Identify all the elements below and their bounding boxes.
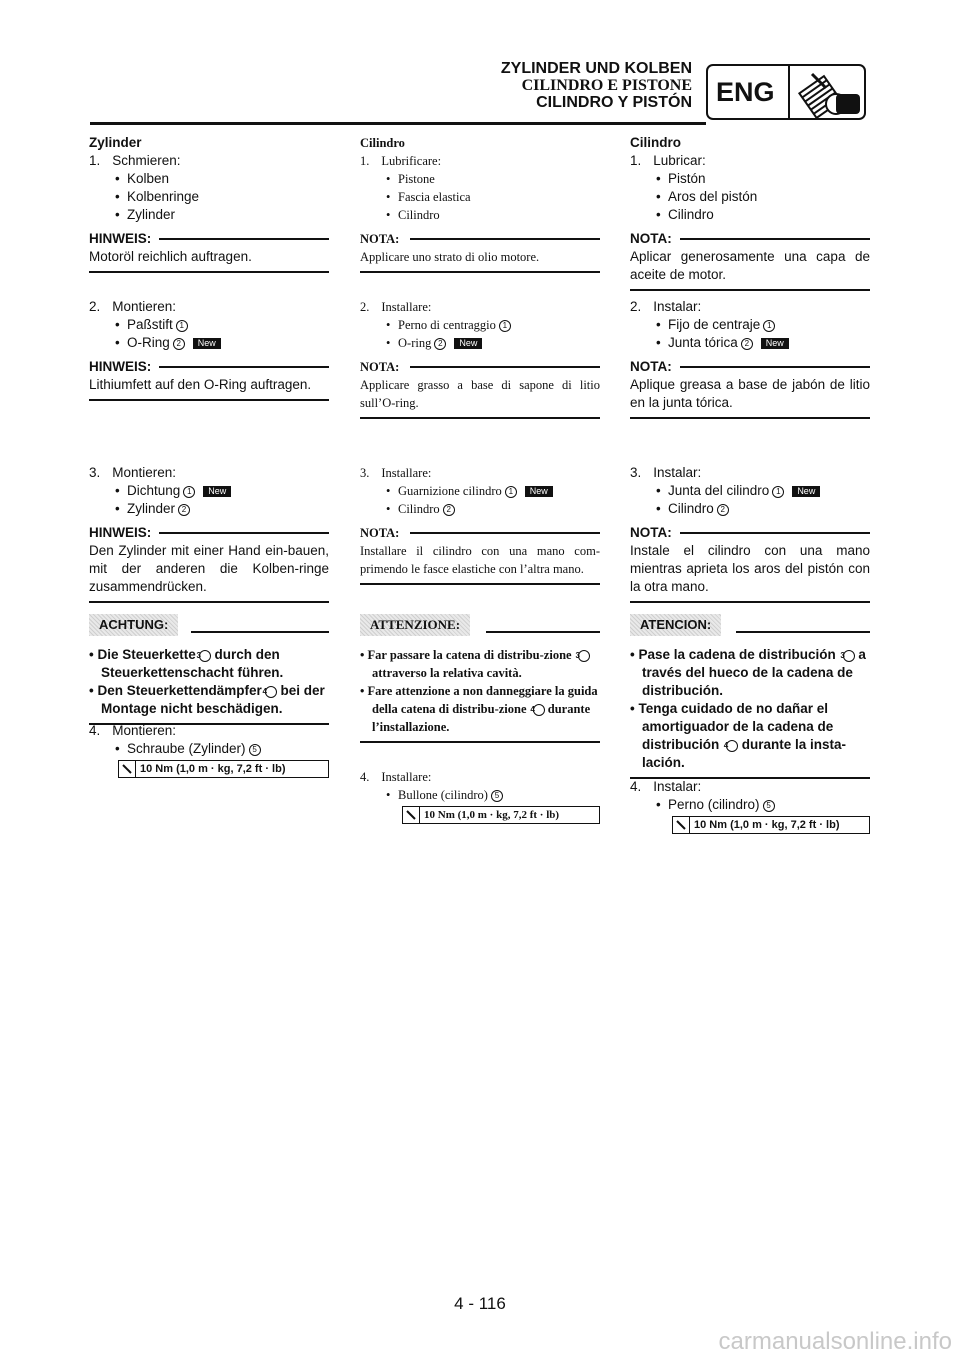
list-item: • Kolbenringe [89, 188, 329, 206]
note-text: Den Zylinder mit einer Hand ein-bauen, mit der anderen die Kolben-ringe zusammendrücken. [89, 543, 329, 594]
step-number: 2. [630, 299, 642, 314]
step-verb: Instalar: [653, 299, 702, 314]
title-es: CILINDRO Y PISTÓN [536, 94, 692, 111]
step-number: 2. [360, 300, 370, 314]
step-number: 3. [89, 465, 101, 480]
list-item: • Cilindro 2 [630, 500, 870, 518]
step-number: 4. [630, 779, 642, 794]
callout-2: 2 [717, 504, 729, 516]
torque-value: 10 Nm (1,0 m · kg, 7,2 ft · lb) [140, 763, 286, 775]
caution-label: ATENCION: [630, 614, 721, 636]
note-text: Aplique greasa a base de jabón de litio en la junta tórica. [630, 377, 870, 410]
list-item: • Cilindro [630, 206, 870, 224]
note-text: Lithiumfett auf den O-Ring auftragen. [89, 377, 312, 392]
title-it: CILINDRO E PISTONE [521, 77, 692, 94]
note-text: Aplicar generosamente una capa de aceite de motor. [630, 249, 870, 282]
callout-2: 2 [178, 504, 190, 516]
callout-5: 5 [249, 744, 261, 756]
torque-spec [672, 816, 870, 834]
note-end-rule [630, 289, 870, 291]
note-end-rule [630, 601, 870, 603]
title-de: ZYLINDER UND KOLBEN [500, 60, 692, 77]
step-number: 3. [630, 465, 642, 480]
note-end-rule [360, 583, 600, 585]
caution-label: ATTENZIONE: [360, 614, 470, 636]
wrench-icon [403, 807, 420, 823]
step-number: 2. [89, 299, 101, 314]
list-item: • Junta tórica 2 New [630, 334, 870, 352]
chapter-badge [706, 64, 866, 120]
callout-2: 2 [741, 338, 753, 350]
note-label: HINWEIS: [89, 231, 152, 246]
list-item: • Kolben [89, 170, 329, 188]
column-heading: Zylinder [89, 135, 142, 150]
watermark: carmanualsonline.info [718, 1328, 952, 1355]
caution-text: • Die Steuerkette3 durch den Steuerkettenschacht führen. • Den Steuerkettendämpfer4 bei der Montage nicht beschädigen. [89, 647, 325, 716]
list-item: • O-ring 2 New [360, 334, 600, 352]
note-end-rule [89, 601, 329, 603]
caution-label: ACHTUNG: [89, 614, 178, 636]
note-end-rule [360, 417, 600, 419]
callout-2: 2 [434, 338, 446, 350]
step-verb: Installare: [381, 466, 432, 480]
step-verb: Montieren: [112, 465, 177, 480]
note-end-rule [630, 417, 870, 419]
callout-1: 1 [763, 320, 775, 332]
new-part-badge: New [761, 338, 789, 349]
list-item: • Bullone (cilindro) 5 [360, 786, 600, 804]
list-item: • Aros del pistón [630, 188, 870, 206]
column-heading: Cilindro [360, 136, 405, 150]
note-text: Motoröl reichlich auftragen. [89, 249, 252, 264]
note-label: NOTA: [360, 526, 400, 540]
section-titles [501, 60, 692, 111]
torque-spec [402, 806, 600, 824]
note-label: HINWEIS: [89, 525, 152, 540]
callout-5: 5 [491, 790, 503, 802]
note-label: NOTA: [360, 360, 400, 374]
torque-spec [118, 760, 329, 778]
callout-5: 5 [763, 800, 775, 812]
note-text: Installare il cilindro con una mano com-primendo le fasce elastiche con l’altra mano. [360, 544, 600, 576]
caution-text: • Far passare la catena di distribu-zione 3 attraverso la relativa cavità. • Fare attenzione a non danneggiare la guida della catena di distribu-zione 4 durante l’installazione. [360, 648, 598, 734]
note-label: NOTA: [630, 231, 672, 246]
new-part-badge: New [193, 338, 221, 349]
callout-1: 1 [176, 320, 188, 332]
step-verb: Lubricar: [653, 153, 706, 168]
caution-end-rule [360, 741, 600, 743]
list-item: • O-Ring 2 New [89, 334, 329, 352]
callout-1: 1 [499, 320, 511, 332]
list-item: • Schraube (Zylinder) 5 [89, 740, 329, 758]
step-verb: Instalar: [653, 779, 702, 794]
step-number: 4. [360, 770, 370, 784]
list-item: • Pistón [630, 170, 870, 188]
column-heading: Cilindro [630, 135, 681, 150]
callout-1: 1 [772, 486, 784, 498]
torque-value: 10 Nm (1,0 m · kg, 7,2 ft · lb) [424, 809, 560, 821]
new-part-badge: New [792, 486, 820, 497]
list-item: • Paßstift 1 [89, 316, 329, 334]
new-part-badge: New [525, 486, 553, 497]
step-number: 4. [89, 723, 101, 738]
list-item: • Zylinder 2 [89, 500, 329, 518]
note-text: Applicare grasso a base di sapone di litio sull’O-ring. [360, 378, 600, 410]
callout-2: 2 [443, 504, 455, 516]
note-end-rule [89, 271, 329, 273]
callout-2: 2 [173, 338, 185, 350]
page-number: 4 - 116 [454, 1294, 506, 1313]
list-item: • Perno (cilindro) 5 [630, 796, 870, 814]
caution-text: • Pase la cadena de distribución 3 a través del hueco de la cadena de distribución. • Tenga cuidado de no dañar el amortiguador de la cadena de distribución 4 durante la insta-lación. [630, 647, 866, 770]
badge-divider [788, 66, 790, 118]
wrench-icon [673, 817, 690, 833]
note-text: Applicare uno strato di olio motore. [360, 250, 540, 264]
note-end-rule [360, 271, 600, 273]
list-item: • Junta del cilindro 1 New [630, 482, 870, 500]
list-item: • Guarnizione cilindro 1 New [360, 482, 600, 500]
note-label: NOTA: [360, 232, 400, 246]
list-item: • Dichtung 1 New [89, 482, 329, 500]
step-verb: Lubrificare: [381, 154, 442, 168]
header-rule [90, 122, 706, 125]
note-label: NOTA: [630, 359, 672, 374]
step-number: 1. [630, 153, 642, 168]
note-end-rule [89, 399, 329, 401]
step-verb: Installare: [381, 300, 432, 314]
callout-1: 1 [505, 486, 517, 498]
note-label: HINWEIS: [89, 359, 152, 374]
step-verb: Installare: [381, 770, 432, 784]
list-item: • Fijo de centraje 1 [630, 316, 870, 334]
list-item: • Zylinder [89, 206, 329, 224]
step-number: 3. [360, 466, 370, 480]
torque-value: 10 Nm (1,0 m · kg, 7,2 ft · lb) [694, 819, 840, 831]
chapter-label: ENG [716, 77, 775, 107]
wrench-icon [119, 761, 136, 777]
new-part-badge: New [454, 338, 482, 349]
list-item: • Cilindro 2 [360, 500, 600, 518]
note-label: NOTA: [630, 525, 672, 540]
note-text: Instale el cilindro con una mano mientras aprieta los aros del pistón con la otra mano. [630, 543, 870, 594]
step-verb: Montieren: [112, 723, 177, 738]
list-item: • Fascia elastica [360, 188, 600, 206]
step-verb: Instalar: [653, 465, 702, 480]
list-item: • Perno di centraggio 1 [360, 316, 600, 334]
new-part-badge: New [203, 486, 231, 497]
step-verb: Montieren: [112, 299, 177, 314]
step-number: 1. [89, 153, 101, 168]
step-verb: Schmieren: [112, 153, 181, 168]
list-item: • Pistone [360, 170, 600, 188]
list-item: • Cilindro [360, 206, 600, 224]
callout-1: 1 [183, 486, 195, 498]
engine-cylinder-icon [796, 68, 864, 118]
step-number: 1. [360, 154, 370, 168]
